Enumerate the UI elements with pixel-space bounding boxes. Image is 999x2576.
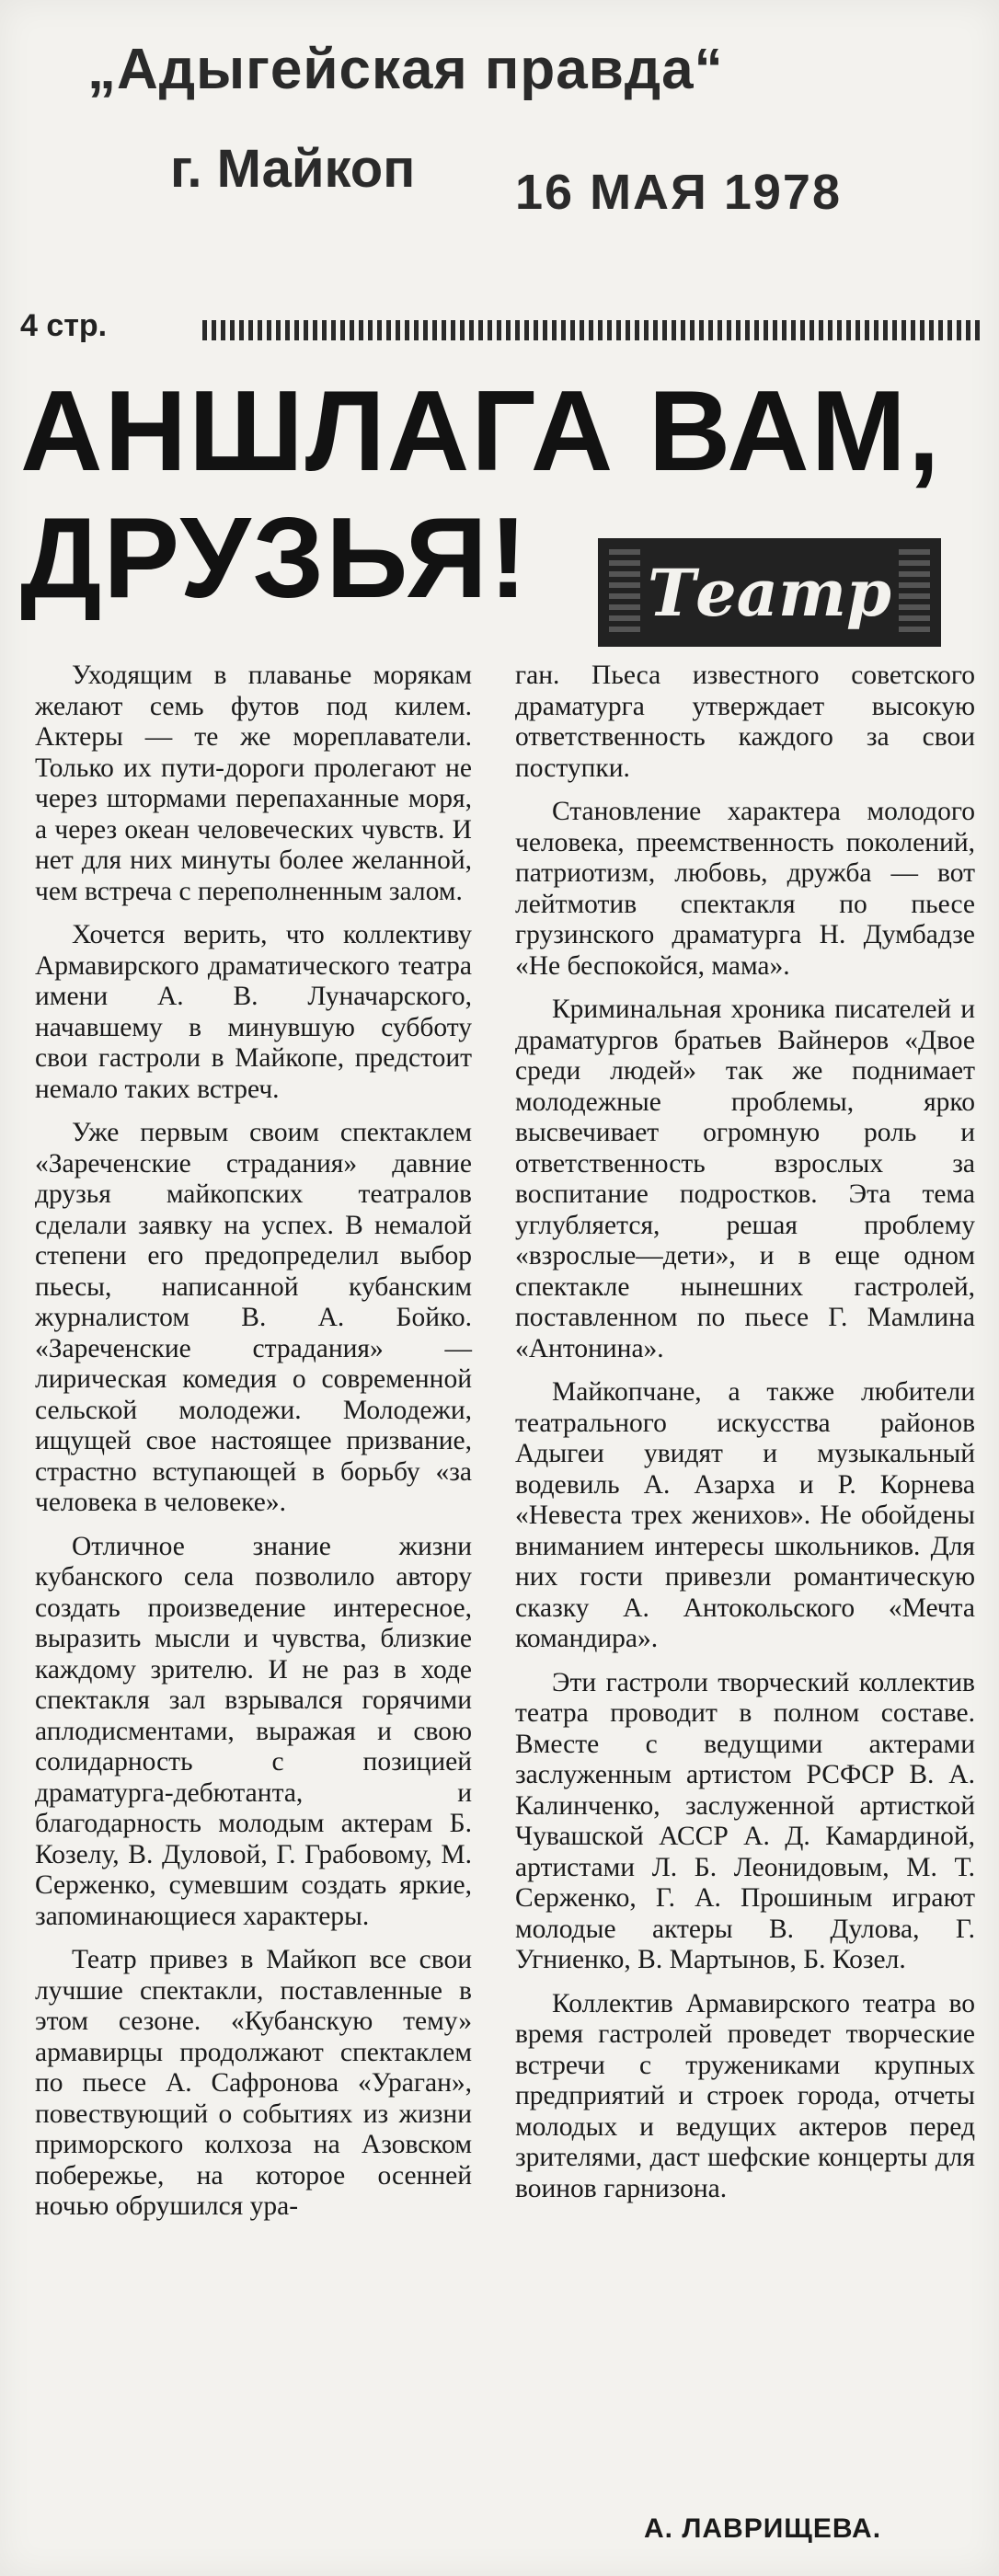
rubric-label: Театр (648, 554, 891, 631)
paragraph: Майкопчане, а также любители театрального искусства районов Адыгеи увидят и музыкальный водевиль А. Азарха и Р. Корнева «Невеста трех женихов». Не обойдены вниманием интересы школьников. Для них гости привезли романтическую сказку А. Антокольского «Мечта командира». (515, 1377, 975, 1653)
paragraph-continuation: ган. Пьеса известного советского драматурга утверждает высокую ответственность каждого за свои поступки. (515, 661, 975, 783)
paragraph: Криминальная хроника писателей и драматургов братьев Вайнеров «Двое среди людей» так же поднимает молодежные проблемы, ярко высвечивает огромную роль и ответственность взрослых за воспитание подростков. Эта тема углубляется, решая проблему «взрослые—дети», и в еще одном спектакле нынешних гастролей, поставленном по пьесе Г. Мамлина «Антонина». (515, 995, 975, 1363)
newspaper-name-stamp: „Адыгейская правда“ (87, 38, 724, 101)
paragraph: Уже первым своим спектаклем «Зареченские страдания» давние друзья майкопских театралов сделали заявку на успех. В немалой степени его предопределил выбор пьесы, написанной кубанским журналистом В. А. Бойко. «Зареченские страдания» — лирическая комедия о современной сельской молодежи. Молодежи, ищущей свое настоящее призвание, страстно вступающей в борьбу «за человека в человеке». (35, 1118, 472, 1517)
paragraph: Эти гастроли творческий коллектив театра проводит в полном составе. Вместе с ведущими актерами заслуженным артистом РСФСР В. А. Калинченко, заслуженной артисткой Чувашской АССР А. Д. Камардиной, артистами Л. Б. Леонидовым, М. Т. Серженко, Г. А. Прошиным играют молодые актеры В. Дулова, Г. Угниенко, В. Мартынов, Б. Козел. (515, 1667, 975, 1974)
paragraph: Коллектив Армавирского театра во время гастролей проведет творческие встречи с тружениками крупных предприятий и строек города, отчеты молодых и ведущих актеров перед зрителями, даст шефские концерты для воинов гарнизона. (515, 1988, 975, 2203)
article-column-left (35, 661, 472, 2236)
page-number: 4 стр. (20, 308, 108, 343)
author-signature: А. ЛАВРИЩЕВА. (644, 2513, 882, 2544)
paragraph: Хочется верить, что коллективу Армавирского драматического театра имени А. В. Луначарского, начавшему в минувшую субботу свои гастроли в Майкопе, предстоит немало таких встреч. (35, 920, 472, 1104)
paragraph: Уходящим в плаванье морякам желают семь футов под килем. Актеры — те же мореплаватели. Только их пути-дороги пролегают не через штормами перепаханные моря, а через океан человеческих чувств. И нет для них минуты более желанной, чем встреча с переполненным залом. (35, 661, 472, 906)
decorative-rule (202, 320, 984, 340)
paragraph: Отличное знание жизни кубанского села позволило автору создать произведение интересное, выразить мысли и чувства, близкие каждому зрителю. И не раз в ходе спектакля зал взрывался горячими аплодисментами, выражая и свою солидарность с позицией драматурга-дебютанта, и благодарность молодым актерам Б. Козелу, В. Дуловой, Г. Грабовому, М. Серженко, сумевшим создать яркие, запоминающиеся характеры. (35, 1531, 472, 1931)
city-stamp: г. Майкоп (170, 139, 416, 199)
theatre-rubric-badge (598, 538, 941, 647)
headline-line-2: ДРУЗЬЯ! (20, 495, 530, 622)
headline-line-1: АНШЛАГА ВАМ, (20, 368, 942, 495)
date-stamp: 16 МАЯ 1978 (515, 165, 842, 220)
paragraph: Становление характера молодого человека, преемственность поколений, патриотизм, любовь, дружба — вот лейтмотив спектакля по пьесе грузинского драматурга Н. Думбадзе «Не беспокойся, мама». (515, 797, 975, 981)
paragraph: Театр привез в Майкоп все свои лучшие спектакли, поставленные в этом сезоне. «Кубанскую тему» армавирцы продолжают спектаклем по пьесе А. Сафронова «Ураган», повествующий о событиях из жизни приморского колхоза на Азовском побережье, на которое осенней ночью обрушился ура- (35, 1945, 472, 2221)
article-column-right (515, 661, 975, 2217)
